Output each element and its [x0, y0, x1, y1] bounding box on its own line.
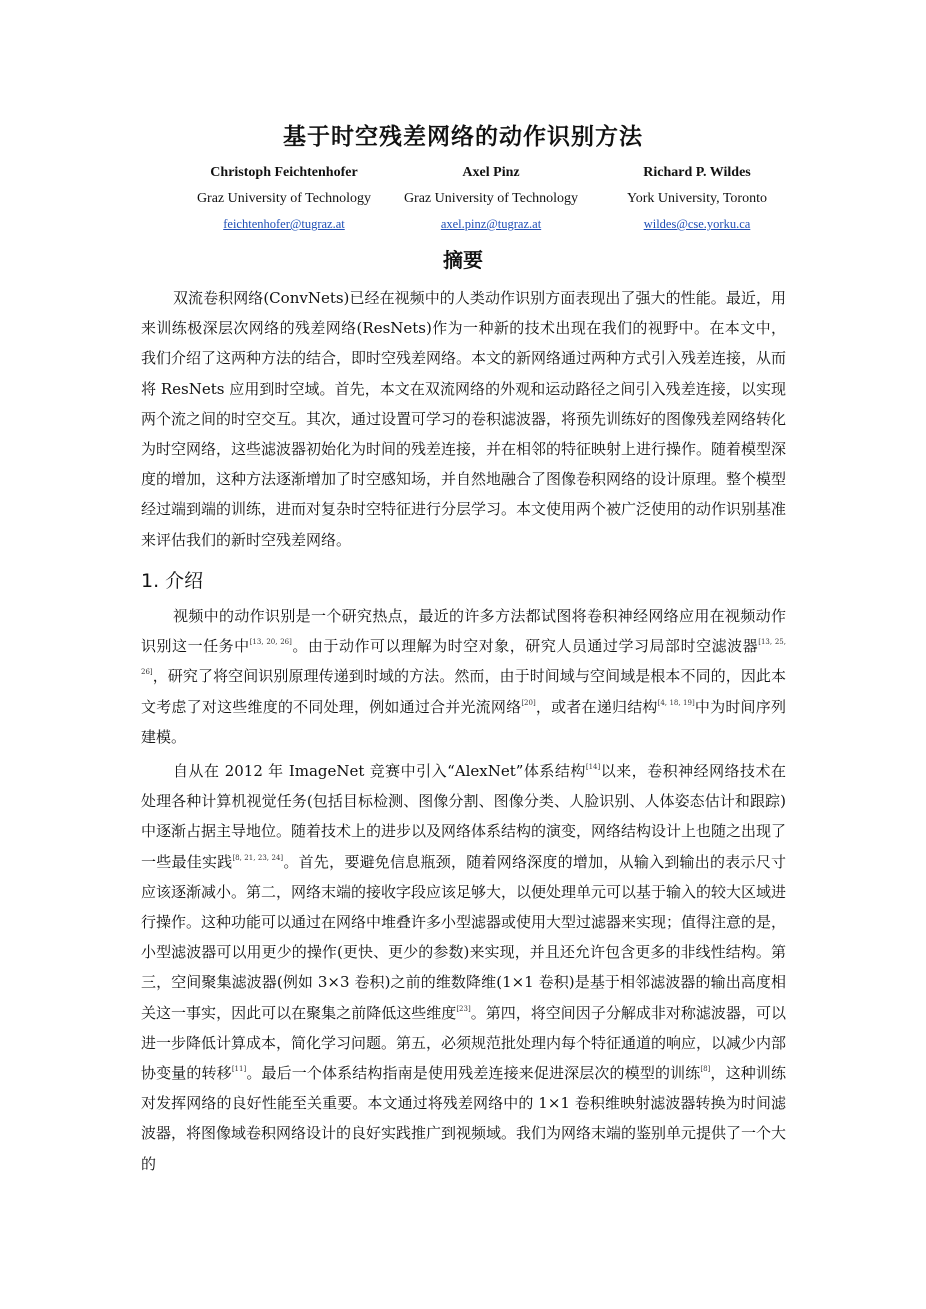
abstract-paragraph: 双流卷积网络(ConvNets)已经在视频中的人类动作识别方面表现出了强大的性能。最近，用来训练极深层次网络的残差网络(ResNets)作为一种新的技术出现在我们的视野中。在本文中，我们介绍了这两种方法的结合，即时空残差网络。本文的新网络通过两种方式引入残差连接，从而将 ResNets 应用到时空域。首先，本文在双流网络的外观和运动路径之间引入残差连接，以实现两个流之间的时空交互。其次，通过设置可学习的卷积滤波器，将预先训练好的图像残差网络转化为时空网络，这些滤波器初始化为时间的残差连接，并在相邻的特征映射上进行操作。随着模型深度的增加，这种方法逐渐增加了时空感知场，并自然地融合了图像卷积网络的设计原理。整个模型经过端到端的训练，进而对复杂时空特征进行分层学习。本文使用两个被广泛使用的动作识别基准来评估我们的新时空残差网络。: [141, 289, 787, 549]
citation: [13, 20, 26]: [249, 638, 292, 647]
citation: [8]: [700, 1065, 711, 1074]
paragraph-text: 。首先，要避免信息瓶颈，随着网络深度的增加，从输入到输出的表示尺寸应该逐渐减小。第二，网络末端的接收字段应该足够大，以便处理单元可以基于输入的较大区域进行操作。这种功能可以通过在网络中堆叠许多小型滤器或使用大型过滤器来实现；值得注意的是，小型滤波器可以用更少的操作(更快、更少的参数)来实现，并且还允许包含更多的非线性结构。第三，空间聚集滤波器(例如 3×3 卷积)之前的维数降维(1×1 卷积)是基于相邻滤波器的输出高度相关这一事实，因此可以在聚集之前降低这些维度: [141, 852, 787, 1022]
citation: [11]: [231, 1065, 247, 1074]
citation: [8, 21, 23, 24]: [232, 853, 284, 862]
citation: [23]: [456, 1004, 471, 1013]
author-email-link[interactable]: feichtenhofer@tugraz.at: [223, 217, 345, 231]
paragraph-text: 自从在 2012 年 ImageNet 竞赛中引入“AlexNet”体系结构: [173, 762, 586, 780]
author-block: [577, 164, 817, 232]
paragraph-text: 。由于动作可以理解为时空对象，研究人员通过学习局部时空滤波器: [291, 637, 759, 656]
author-block: [164, 164, 404, 232]
paragraph-text: 。最后一个体系结构指南是使用残差连接来促进深层次的模型的训练: [246, 1064, 701, 1083]
citation: [14]: [585, 763, 601, 771]
author-affiliation: Graz University of Technology: [196, 191, 372, 206]
citation: [13, 25, 26]: [141, 638, 786, 677]
paragraph-text: 以来，卷积神经网络技术在处理各种计算机视觉任务(包括目标检测、图像分割、图像分类、人脸识别、人体姿态估计和跟踪)中逐渐占据主导地位。随着技术上的进步以及网络体系结构的演变，网络结构设计上也随之出现了一些最佳实践: [141, 762, 787, 871]
author-name: Christoph Feichtenhofer: [210, 165, 358, 180]
intro-paragraph: [141, 601, 786, 752]
author-name: Richard P. Wildes: [643, 165, 751, 180]
intro-paragraph: [141, 756, 786, 1179]
author-block: [371, 164, 611, 232]
abstract-heading: 摘要: [443, 248, 483, 272]
paragraph-text: 视频中的动作识别是一个研究热点，最近的许多方法都试图将卷积神经网络应用在视频动作识别这一任务中: [141, 607, 786, 656]
citation: [20]: [521, 698, 536, 707]
author-affiliation: Graz University of Technology: [403, 191, 579, 206]
citation: [4, 18, 19]: [657, 698, 695, 707]
paragraph-text: ，研究了将空间识别原理传递到时域的方法。然而，由于时间域与空间域是根本不同的，因此本文考虑了对这些维度的不同处理，例如通过合并光流网络: [141, 667, 786, 716]
author-email-link[interactable]: wildes@cse.yorku.ca: [643, 217, 751, 231]
paragraph-text: 中为时间序列建模。: [141, 697, 786, 746]
paper-title: 基于时空残差网络的动作识别方法: [283, 124, 643, 150]
paragraph-text: ，这种训练对发挥网络的良好性能至关重要。本文通过将残差网络中的 1×1 卷积维映射滤波器转换为时间滤波器，将图像域卷积网络设计的良好实践推广到视频域。我们为网络末端的鉴别单元提供了一个大的: [141, 1064, 787, 1173]
author-name: Axel Pinz: [462, 165, 520, 180]
author-email-link[interactable]: axel.pinz@tugraz.at: [440, 217, 542, 231]
paragraph-text: ，或者在递归结构: [535, 697, 658, 716]
author-affiliation: York University, Toronto: [627, 191, 767, 206]
paragraph-text: 。第四，将空间因子分解成非对称滤波器，可以进一步降低计算成本，简化学习问题。第五，必须规范批处理内每个特征通道的响应，以减少内部协变量的转移: [141, 1003, 787, 1083]
section-heading: 1. 介绍: [141, 570, 204, 592]
